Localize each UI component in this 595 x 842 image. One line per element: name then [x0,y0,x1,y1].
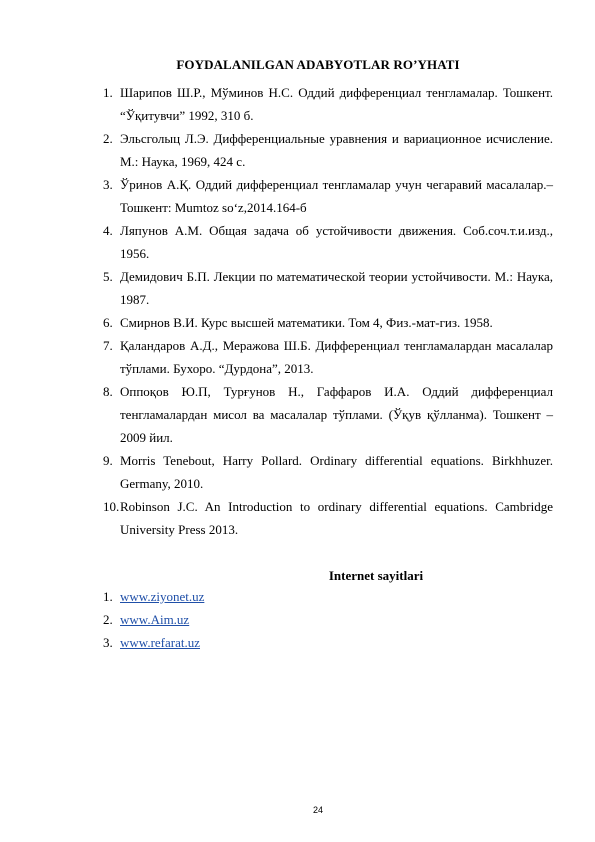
reference-text: Смирнов В.И. Курс высшей математики. Том 4, Физ.-мат-гиз. 1958. [120,315,493,330]
references-list [103,81,553,541]
reference-item [103,219,553,265]
reference-item [103,127,553,173]
link-number: 2. [103,612,113,627]
reference-item [103,449,553,495]
references-heading: FOYDALANILGAN ADABYOTLAR RO’YHATI [176,57,460,72]
link-number: 1. [103,589,113,604]
reference-item [103,265,553,311]
reference-text: Ляпунов А.М. Общая задача об устойчивости движения. Соб.соч.т.и.изд., 1956. [120,223,553,261]
reference-number: 3. [103,177,113,192]
reference-item [103,311,553,334]
reference-text: Демидович Б.П. Лекции по математической теории устойчивости. М.: Наука, 1987. [120,269,553,307]
internet-link-item [103,608,204,631]
reference-number: 7. [103,338,113,353]
aim-link[interactable]: www.Aim.uz [120,612,190,627]
internet-sites-heading: Internet sayitlari [328,568,424,583]
refarat-link[interactable]: www.refarat.uz [120,635,200,650]
reference-number: 2. [103,131,113,146]
reference-text: Шарипов Ш.Р., Мўминов Н.С. Оддий дифференциал тенгламалар. Тошкент. “Ўқитувчи” 1992, 310 б. [120,85,553,123]
reference-number: 6. [103,315,113,330]
reference-item [103,380,553,449]
reference-number: 8. [103,384,113,399]
reference-number: 1. [103,85,113,100]
reference-item [103,81,553,127]
internet-links-list [103,585,204,654]
reference-item [103,495,553,541]
reference-text: Robinson J.C. An Introduction to ordinary differential equations. Cambridge University Press 2013. [120,499,553,537]
page-number: 24 [312,805,323,815]
reference-item [103,334,553,380]
reference-text: Эльсголыц Л.Э. Дифференциальные уравнения и вариационное исчисление. М.: Наука, 1969, 424 с. [120,131,553,169]
reference-text: Қаландаров А.Д., Меражова Ш.Б. Дифференциал тенгламалардан масалалар тўплами. Бухоро. “Дурдона”, 2013. [120,338,553,376]
reference-number: 9. [103,453,113,468]
reference-text: Оппоқов Ю.П, Турғунов Н., Гаффаров И.А. Оддий дифференциал тенгламалардан мисол ва масалалар тўплами. (Ўқув қўлланма). Тошкент – 2009 йил. [120,384,553,445]
internet-link-item [103,631,204,654]
reference-text: Morris Tenebout, Harry Pollard. Ordinary differential equations. Birkhhuzer. Germany, 2010. [120,453,553,491]
internet-link-item [103,585,204,608]
ziyonet-link[interactable]: www.ziyonet.uz [120,589,205,604]
reference-number: 5. [103,269,113,284]
reference-number: 10. [103,499,120,514]
reference-item [103,173,553,219]
link-number: 3. [103,635,113,650]
reference-number: 4. [103,223,113,238]
reference-text: Ўринов А.Қ. Оддий дифференциал тенгламалар учун чегаравий масалалар.–Тошкент: Mumtoz so‘z,2014.164-б [120,177,553,215]
